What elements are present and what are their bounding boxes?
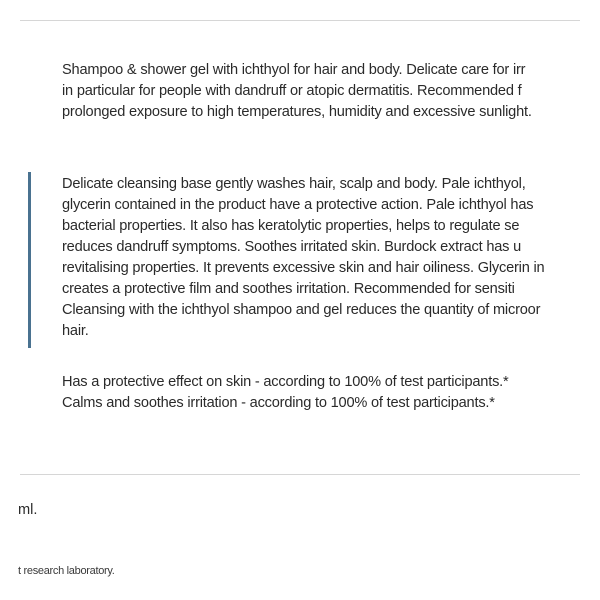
intro-line: in particular for people with dandruff or atopic dermatitis. Recommended f [62, 83, 522, 99]
description-line: hair. [62, 323, 89, 339]
description-line: revitalising properties. It prevents excessive skin and hair oiliness. Glycerin in [62, 260, 545, 276]
intro-line: prolonged exposure to high temperatures, humidity and excessive sunlight. [62, 104, 532, 120]
intro-line: Shampoo & shower gel with ichthyol for hair and body. Delicate care for irr [62, 62, 526, 78]
claim-line: Has a protective effect on skin - according to 100% of test participants.* [62, 374, 509, 390]
claim-line: Calms and soothes irritation - according to 100% of test participants.* [62, 395, 495, 411]
description-line: Cleansing with the ichthyol shampoo and gel reduces the quantity of microor [62, 302, 541, 318]
description-line: bacterial properties. It also has keratolytic properties, helps to regulate se [62, 218, 520, 234]
product-description-paragraph [62, 174, 600, 342]
top-divider [20, 20, 580, 21]
description-line: Delicate cleansing base gently washes hair, scalp and body. Pale ichthyol, [62, 176, 526, 192]
description-line: reduces dandruff symptoms. Soothes irritated skin. Burdock extract has u [62, 239, 522, 255]
description-accent-bar [28, 172, 31, 348]
footnote-text: t research laboratory. [18, 565, 115, 577]
description-line: creates a protective film and soothes irritation. Recommended for sensiti [62, 281, 515, 297]
bottom-divider [20, 474, 580, 475]
description-line: glycerin contained in the product have a protective action. Pale ichthyol has [62, 197, 534, 213]
test-claims-paragraph [62, 372, 600, 414]
product-intro-paragraph [62, 60, 600, 123]
volume-text: ml. [18, 502, 38, 518]
